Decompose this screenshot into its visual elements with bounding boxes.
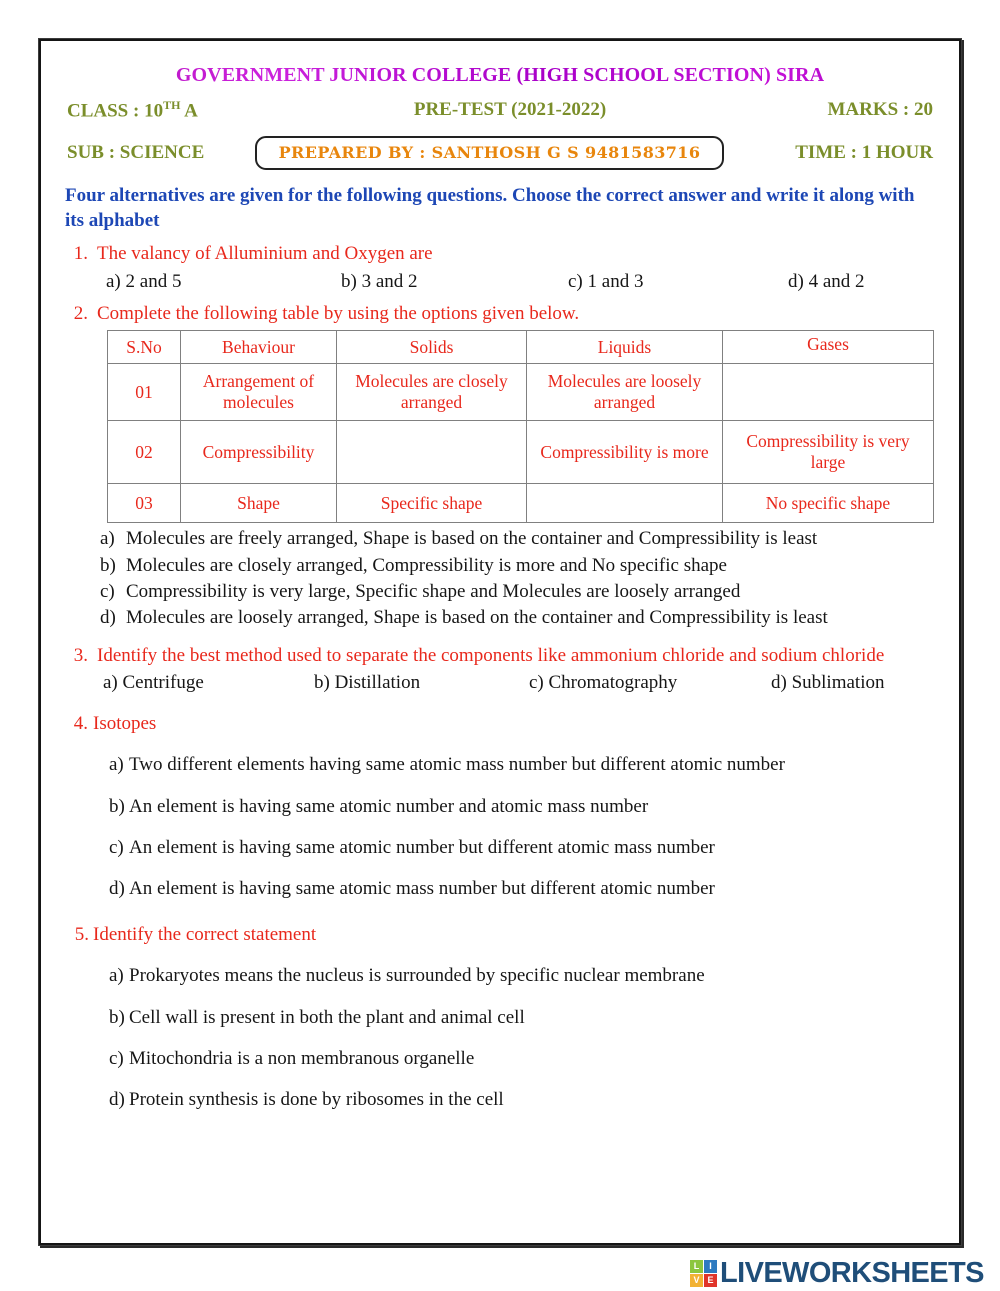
question-3-option-b[interactable]: b) Distillation bbox=[314, 672, 421, 694]
time-label: TIME : 1 HOUR bbox=[795, 142, 933, 164]
question-1-option-c[interactable]: c) 1 and 3 bbox=[568, 270, 644, 292]
logo-cell-l: L bbox=[690, 1260, 703, 1273]
exam-label: PRE-TEST (2021-2022) bbox=[413, 99, 607, 121]
table-header-solids: Solids bbox=[337, 331, 527, 364]
table-row-2-liquids: Compressibility is more bbox=[527, 421, 723, 484]
question-1-option-b[interactable]: b) 3 and 2 bbox=[341, 270, 418, 292]
subject-label: SUB : SCIENCE bbox=[67, 142, 205, 164]
question-5-option-c-letter: c) bbox=[109, 1047, 124, 1069]
logo-cell-i: I bbox=[704, 1260, 717, 1273]
table-row-2-gases: Compressibility is very large bbox=[723, 421, 934, 484]
question-5-text: Identify the correct statement bbox=[93, 924, 317, 946]
question-4-option-c-text: An element is having same atomic number but different atomic mass number bbox=[129, 836, 715, 858]
question-4-option-b-text: An element is having same atomic number and atomic mass number bbox=[129, 795, 649, 817]
question-5-number: 5. bbox=[74, 924, 89, 946]
question-5-option-b-letter: b) bbox=[109, 1006, 125, 1028]
table-row-3-solids: Specific shape bbox=[337, 484, 527, 523]
liveworksheets-logo-icon bbox=[690, 1260, 717, 1287]
worksheet-page-frame bbox=[38, 38, 962, 1246]
question-5-option-b-text: Cell wall is present in both the plant and animal cell bbox=[129, 1006, 525, 1028]
question-1-option-a[interactable]: a) 2 and 5 bbox=[106, 270, 182, 292]
question-2-text: Complete the following table by using the options given below. bbox=[97, 302, 580, 324]
logo-cell-v: V bbox=[690, 1274, 703, 1287]
question-4-number: 4. bbox=[73, 713, 88, 735]
question-5-option-c-text: Mitochondria is a non membranous organelle bbox=[129, 1047, 475, 1069]
question-3-option-a[interactable]: a) Centrifuge bbox=[103, 672, 204, 694]
question-3-option-d[interactable]: d) Sublimation bbox=[771, 672, 885, 694]
question-4-option-a-letter: a) bbox=[109, 754, 124, 776]
worksheet-frame-inner-border bbox=[41, 41, 959, 1243]
question-4-text: Isotopes bbox=[93, 713, 157, 735]
question-4-option-b-letter: b) bbox=[109, 795, 125, 817]
question-1-text: The valancy of Alluminium and Oxygen are bbox=[97, 242, 433, 264]
question-2-number: 2. bbox=[73, 302, 88, 324]
question-2-option-d-text: Molecules are loosely arranged, Shape is based on the container and Compressibility is least bbox=[126, 607, 828, 629]
question-2-option-c-text: Compressibility is very large, Specific shape and Molecules are loosely arranged bbox=[126, 581, 741, 603]
table-row-1-sno: 01 bbox=[108, 364, 181, 421]
liveworksheets-logo[interactable] bbox=[690, 1256, 984, 1290]
table-header-behaviour: Behaviour bbox=[181, 331, 337, 364]
table-row-1-behaviour: Arrangement of molecules bbox=[181, 364, 337, 421]
marks-label: MARKS : 20 bbox=[827, 99, 933, 121]
table-row-1-liquids: Molecules are loosely arranged bbox=[527, 364, 723, 421]
question-5-option-d-text: Protein synthesis is done by ribosomes in the cell bbox=[129, 1089, 504, 1111]
table-row-1-solids: Molecules are closely arranged bbox=[337, 364, 527, 421]
question-5-option-a-letter: a) bbox=[109, 965, 124, 987]
question-4-option-c-letter: c) bbox=[109, 836, 124, 858]
question-5-option-d-letter: d) bbox=[109, 1089, 125, 1111]
class-ordinal-suffix: TH bbox=[163, 98, 181, 112]
question-2-option-d-letter: d) bbox=[100, 607, 116, 629]
question-5-option-a-text: Prokaryotes means the nucleus is surrounded by specific nuclear membrane bbox=[129, 965, 705, 987]
question-2-option-b-letter: b) bbox=[100, 554, 116, 576]
question-3-option-c[interactable]: c) Chromatography bbox=[529, 672, 678, 694]
question-2-option-a-text: Molecules are freely arranged, Shape is based on the container and Compressibility is least bbox=[126, 528, 818, 550]
school-title: GOVERNMENT JUNIOR COLLEGE (HIGH SCHOOL SECTION) SIRA bbox=[41, 64, 959, 87]
prepared-by-box: PREPARED BY : SANTHOSH G S 9481583716 bbox=[255, 136, 724, 170]
question-3-text: Identify the best method used to separate the components like ammonium chloride and sodium chloride bbox=[97, 644, 885, 666]
table-row-2-sno: 02 bbox=[108, 421, 181, 484]
question-4-option-a-text: Two different elements having same atomic mass number but different atomic number bbox=[129, 754, 785, 776]
question-2-option-b-text: Molecules are closely arranged, Compressibility is more and No specific shape bbox=[126, 554, 727, 576]
table-header-liquids: Liquids bbox=[527, 331, 723, 364]
class-label-text: CLASS : 10 bbox=[67, 100, 164, 122]
question-1-option-d[interactable]: d) 4 and 2 bbox=[788, 270, 865, 292]
table-row-2-behaviour: Compressibility bbox=[181, 421, 337, 484]
table-row-3-behaviour: Shape bbox=[181, 484, 337, 523]
table-row-3-sno: 03 bbox=[108, 484, 181, 523]
liveworksheets-logo-text: LIVEWORKSHEETS bbox=[720, 1256, 984, 1289]
logo-cell-e: E bbox=[704, 1274, 717, 1287]
question-3-number: 3. bbox=[73, 644, 88, 666]
table-header-gases: Gases bbox=[723, 331, 934, 364]
table-header-sno: S.No bbox=[108, 331, 181, 364]
question-2-option-c-letter: c) bbox=[100, 581, 115, 603]
question-1-number: 1. bbox=[73, 242, 88, 264]
question-4-option-d-letter: d) bbox=[109, 878, 125, 900]
question-4-option-d-text: An element is having same atomic mass number but different atomic number bbox=[129, 878, 715, 900]
table-row-3-gases: No specific shape bbox=[723, 484, 934, 523]
instructions-text: Four alternatives are given for the following questions. Choose the correct answer and write it along with its alphabet bbox=[65, 185, 915, 231]
question-2-option-a-letter: a) bbox=[100, 528, 115, 550]
class-section-text: A bbox=[180, 100, 198, 122]
